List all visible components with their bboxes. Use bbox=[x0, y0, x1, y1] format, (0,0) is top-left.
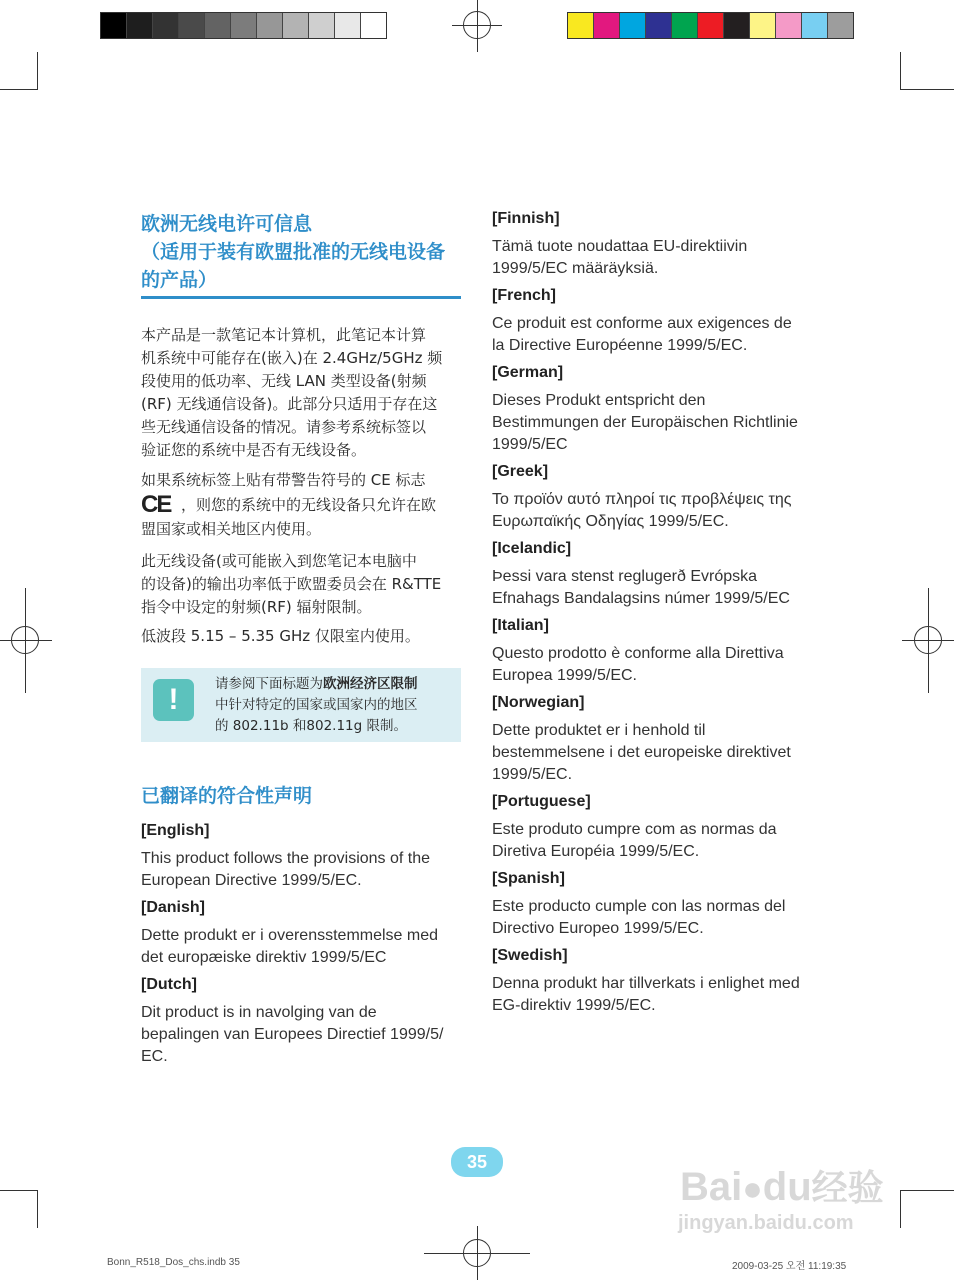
right-lang-list bbox=[492, 210, 832, 1024]
lang-statement bbox=[492, 236, 832, 280]
text-line: det europæiske direktiv 1999/5/EC bbox=[141, 949, 387, 966]
gray-swatch bbox=[101, 13, 126, 38]
gray-swatch bbox=[126, 13, 152, 38]
text-line: Dit product is in navolging van de bbox=[141, 1004, 377, 1021]
note-text-bold: 欧洲经济区限制 bbox=[323, 676, 418, 692]
text-line: 1999/5/EC bbox=[492, 436, 568, 453]
text-line: 些无线通信设备的情况。请参考系统标签以 bbox=[141, 418, 427, 436]
text-line: 1999/5/EC. bbox=[492, 766, 573, 783]
lang-block bbox=[492, 287, 832, 357]
text-line: Ευρωπαϊκής Οδηγίας 1999/5/EC. bbox=[492, 513, 729, 530]
text-line: 此无线设备(或可能嵌入到您笔记本电脑中 bbox=[141, 552, 417, 570]
note-text bbox=[215, 674, 455, 737]
color-swatch bbox=[749, 13, 775, 38]
text-line: (RF) 无线通信设备)。此部分只适用于存在这 bbox=[141, 395, 438, 413]
gray-swatch bbox=[256, 13, 282, 38]
gray-swatch bbox=[282, 13, 308, 38]
registration-mark-right-v bbox=[928, 588, 929, 693]
text-line: Þessi vara stenst reglugerð Evrópska bbox=[492, 568, 758, 585]
lang-statement bbox=[492, 819, 832, 863]
text-line: Este produto cumpre com as normas da bbox=[492, 821, 777, 838]
paragraph-rf-limits bbox=[141, 550, 471, 619]
color-swatch bbox=[775, 13, 801, 38]
text-line: 段使用的低功率、无线 LAN 类型设备(射频 bbox=[141, 372, 427, 390]
lang-block bbox=[492, 364, 832, 456]
footer-file: Bonn_R518_Dos_chs.indb 35 bbox=[107, 1257, 240, 1268]
color-swatch bbox=[697, 13, 723, 38]
text-line: Este producto cumple con las normas del bbox=[492, 898, 786, 915]
crop-mark bbox=[900, 1190, 954, 1191]
note-text-pre: 请参阅下面标题为 bbox=[215, 676, 323, 692]
text-line: Το προϊόν αυτό πληροί τις προβλέψεις της bbox=[492, 491, 792, 508]
lang-block bbox=[492, 870, 832, 940]
note-line: 的 802.11b 和802.11g 限制。 bbox=[215, 718, 407, 734]
lang-statement bbox=[492, 896, 832, 940]
lang-statement bbox=[141, 925, 471, 969]
baidu-watermark bbox=[680, 1160, 884, 1211]
text-line: 验证您的系统中是否有无线设备。 bbox=[141, 441, 367, 459]
crop-mark bbox=[900, 89, 954, 90]
text-line: Europea 1999/5/EC. bbox=[492, 667, 637, 684]
text-line: Dette produktet er i henhold til bbox=[492, 722, 706, 739]
title-underline bbox=[141, 296, 461, 299]
text-line: Denna produkt har tillverkats i enlighet med bbox=[492, 975, 800, 992]
lang-statement bbox=[492, 390, 832, 456]
text-line: bestemmelsene i det europeiske direktivet bbox=[492, 744, 791, 761]
lang-label: [English] bbox=[141, 822, 210, 839]
color-swatch bbox=[593, 13, 619, 38]
color-swatch bbox=[619, 13, 645, 38]
lang-statement bbox=[492, 720, 832, 786]
text-line: ，则您的系统中的无线设备只允许在欧 bbox=[181, 495, 437, 514]
exclamation-icon: ! bbox=[153, 679, 194, 721]
text-line: European Directive 1999/5/EC. bbox=[141, 872, 362, 889]
registration-mark-bottom-v bbox=[477, 1226, 478, 1280]
gray-swatch bbox=[230, 13, 256, 38]
lang-label: [Greek] bbox=[492, 463, 549, 480]
text-line: 本产品是一款笔记本计算机，此笔记本计算 bbox=[141, 326, 427, 344]
lang-block bbox=[492, 617, 832, 687]
lang-label: [German] bbox=[492, 364, 564, 381]
lang-label: [Italian] bbox=[492, 617, 549, 634]
lang-block bbox=[492, 210, 832, 280]
text-line: Dette produkt er i overensstemmelse med bbox=[141, 927, 439, 944]
crop-mark bbox=[900, 52, 901, 90]
grayscale-color-bar bbox=[100, 12, 387, 39]
section-title bbox=[141, 210, 471, 294]
title-line: （适用于装有欧盟批准的无线电设备 bbox=[141, 241, 446, 263]
lang-label: [Dutch] bbox=[141, 976, 197, 993]
gray-swatch bbox=[152, 13, 178, 38]
gray-swatch bbox=[334, 13, 360, 38]
lang-block bbox=[141, 976, 471, 1068]
text-line: 1999/5/EC määräyksiä. bbox=[492, 260, 659, 277]
note-box bbox=[141, 668, 461, 742]
text-line: Diretiva Européia 1999/5/EC. bbox=[492, 843, 700, 860]
gray-swatch bbox=[360, 13, 386, 38]
lang-block bbox=[492, 540, 832, 610]
lang-statement bbox=[492, 313, 832, 357]
watermark-cn: 经验 bbox=[811, 1167, 884, 1208]
lang-label: [Swedish] bbox=[492, 947, 568, 964]
color-swatch bbox=[827, 13, 853, 38]
lang-statement bbox=[492, 643, 832, 687]
color-swatch bbox=[568, 13, 593, 38]
lang-block bbox=[492, 694, 832, 786]
crop-mark bbox=[37, 1190, 38, 1228]
title-line: 的产品） bbox=[141, 269, 218, 291]
text-line: 指令中设定的射频(RF) 辐射限制。 bbox=[141, 598, 372, 616]
text-line: Ce produit est conforme aux exigences de bbox=[492, 315, 792, 332]
color-swatch bbox=[801, 13, 827, 38]
text-line: This product follows the provisions of the bbox=[141, 850, 431, 867]
text-line: Questo prodotto è conforme alla Direttiva bbox=[492, 645, 784, 662]
lang-block bbox=[492, 793, 832, 863]
registration-mark-left-h bbox=[0, 640, 52, 641]
text-line: 机系统中可能存在(嵌入)在 2.4GHz/5GHz 频 bbox=[141, 349, 443, 367]
note-line: 中针对特定的国家或国家内的地区 bbox=[215, 697, 418, 713]
paragraph-wireless-devices bbox=[141, 324, 471, 462]
lang-block bbox=[492, 947, 832, 1017]
crop-mark bbox=[900, 1190, 901, 1228]
gray-swatch bbox=[204, 13, 230, 38]
text-line: Dieses Produkt entspricht den bbox=[492, 392, 706, 409]
lang-label: [French] bbox=[492, 287, 556, 304]
registration-mark-left-v bbox=[25, 588, 26, 693]
gray-swatch bbox=[178, 13, 204, 38]
lang-block bbox=[141, 899, 471, 969]
title-line: 欧洲无线电许可信息 bbox=[141, 213, 313, 235]
text-line: Directivo Europeo 1999/5/EC. bbox=[492, 920, 704, 937]
color-swatch bbox=[723, 13, 749, 38]
crop-mark bbox=[0, 1190, 38, 1191]
lang-label: [Finnish] bbox=[492, 210, 560, 227]
color-swatch bbox=[671, 13, 697, 38]
gray-swatch bbox=[308, 13, 334, 38]
lang-statement bbox=[141, 1002, 471, 1068]
text-line: bepalingen van Europees Directief 1999/5/ bbox=[141, 1026, 444, 1043]
lang-label: [Portuguese] bbox=[492, 793, 591, 810]
lang-label: [Danish] bbox=[141, 899, 205, 916]
paragraph-ce-mark bbox=[141, 469, 471, 541]
watermark-brand2: du bbox=[762, 1165, 812, 1209]
text-line: 如果系统标签上贴有带警告符号的 CE 标志 bbox=[141, 471, 426, 489]
lang-statement bbox=[492, 489, 832, 533]
paragraph-low-band: 低波段 5.15 – 5.35 GHz 仅限室内使用。 bbox=[141, 627, 420, 645]
crop-mark bbox=[37, 52, 38, 90]
lang-label: [Norwegian] bbox=[492, 694, 585, 711]
watermark-url: jingyan.baidu.com bbox=[678, 1212, 854, 1234]
page-number: 35 bbox=[451, 1147, 503, 1177]
lang-block bbox=[141, 822, 471, 892]
ce-mark-icon: CE bbox=[141, 491, 171, 518]
text-line: EC. bbox=[141, 1048, 168, 1065]
color-swatch bbox=[645, 13, 671, 38]
paw-icon: ● bbox=[742, 1170, 763, 1208]
watermark-brand: Bai bbox=[680, 1165, 743, 1209]
lang-label: [Icelandic] bbox=[492, 540, 572, 557]
footer-date: 2009-03-25 오전 11:19:35 bbox=[732, 1261, 847, 1272]
lang-statement bbox=[492, 566, 832, 610]
text-line: EG-direktiv 1999/5/EC. bbox=[492, 997, 656, 1014]
lang-statement bbox=[141, 848, 471, 892]
left-lang-list bbox=[141, 822, 471, 1075]
text-line: 的设备)的输出功率低于欧盟委员会在 R&TTE bbox=[141, 575, 442, 593]
registration-mark-top-v bbox=[477, 0, 478, 52]
lang-block bbox=[492, 463, 832, 533]
text-line: Efnahags Bandalagsins númer 1999/5/EC bbox=[492, 590, 790, 607]
text-line: Bestimmungen der Europäischen Richtlinie bbox=[492, 414, 798, 431]
lang-statement bbox=[492, 973, 832, 1017]
process-color-bar bbox=[567, 12, 854, 39]
text-line: 盟国家或相关地区内使用。 bbox=[141, 520, 322, 538]
section2-title: 已翻译的符合性声明 bbox=[141, 785, 313, 807]
crop-mark bbox=[0, 89, 38, 90]
text-line: Tämä tuote noudattaa EU-direktiivin bbox=[492, 238, 748, 255]
lang-label: [Spanish] bbox=[492, 870, 565, 887]
text-line: la Directive Européenne 1999/5/EC. bbox=[492, 337, 748, 354]
